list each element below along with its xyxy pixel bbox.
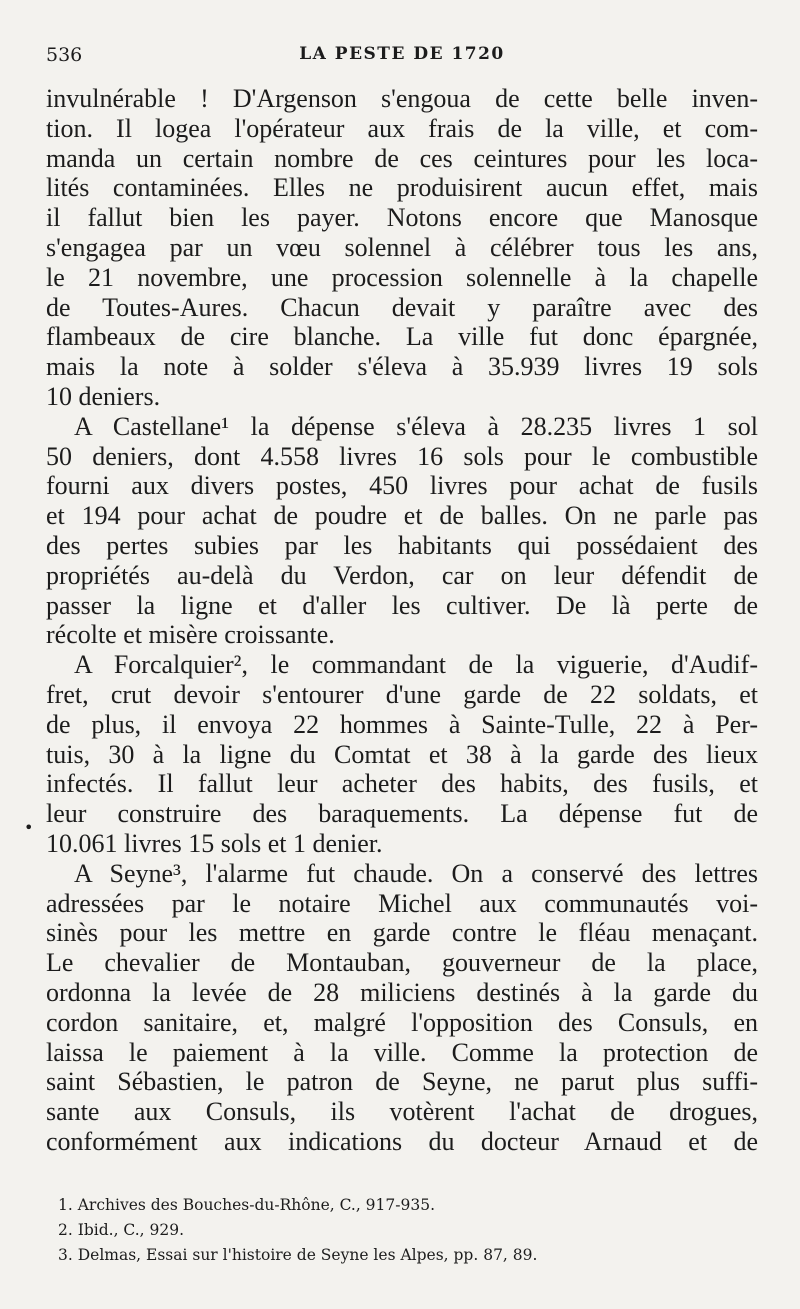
text-line: s'engagea par un vœu solennel à célébrer tous les ans, <box>46 232 758 262</box>
body-text <box>46 84 758 1157</box>
text-line: tuis, 30 à la ligne du Comtat et 38 à la garde des lieux <box>46 739 758 769</box>
text-line: infectés. Il fallut leur acheter des habits, des fusils, et <box>46 769 758 799</box>
text-line: propriétés au-delà du Verdon, car on leur défendit de <box>46 560 758 590</box>
text-line: de plus, il envoya 22 hommes à Sainte-Tulle, 22 à Per- <box>46 709 758 739</box>
text-line: fret, crut devoir s'entourer d'une garde de 22 soldats, et <box>46 679 758 709</box>
text-line: saint Sébastien, le patron de Seyne, ne parut plus suffi- <box>46 1067 758 1097</box>
text-line: invulnérable ! D'Argenson s'engoua de cette belle inven- <box>46 84 758 113</box>
footnote-text: Archives des Bouches-du-Rhône, C., 917-935. <box>77 1196 436 1214</box>
page-header <box>46 40 758 70</box>
text-line: conformément aux indications du docteur Arnaud et de <box>46 1126 758 1156</box>
footnote-text: Ibid., C., 929. <box>77 1221 185 1239</box>
text-line: A Forcalquier², le commandant de la viguerie, d'Audif- <box>74 650 758 680</box>
text-line: de Toutes-Aures. Chacun devait y paraître avec des <box>46 292 758 322</box>
text-line: 10 deniers. <box>46 381 161 411</box>
text-line: sante aux Consuls, ils votèrent l'achat de drogues, <box>46 1097 758 1127</box>
text-line: 10.061 livres 15 sols et 1 denier. <box>46 828 383 858</box>
text-line: A Seyne³, l'alarme fut chaude. On a conservé des lettres <box>74 858 758 888</box>
page-number: 536 <box>46 44 83 66</box>
text-line: 50 deniers, dont 4.558 livres 16 sols pour le combustible <box>46 441 758 471</box>
text-line: mais la note à solder s'éleva à 35.939 livres 19 sols <box>46 352 758 382</box>
text-line: fourni aux divers postes, 450 livres pour achat de fusils <box>46 471 758 501</box>
text-line: manda un certain nombre de ces ceintures pour les loca- <box>46 143 758 173</box>
running-title: LA PESTE DE 1720 <box>299 44 505 64</box>
text-line: tion. Il logea l'opérateur aux frais de la ville, et com- <box>46 113 758 143</box>
text-line: des pertes subies par les habitants qui possédaient des <box>46 530 758 560</box>
text-line: sinès pour les mettre en garde contre le fléau menaçant. <box>46 918 758 948</box>
text-line: le 21 novembre, une procession solennelle à la chapelle <box>46 262 758 292</box>
footnotes <box>58 1193 758 1268</box>
footnote-number: 3. <box>58 1246 78 1264</box>
text-line: et 194 pour achat de poudre et de balles. On ne parle pas <box>46 501 758 531</box>
text-line: flambeaux de cire blanche. La ville fut donc épargnée, <box>46 322 758 352</box>
footnote <box>58 1218 758 1243</box>
text-line: ordonna la levée de 28 miliciens destinés à la garde du <box>46 977 758 1007</box>
text-line: lités contaminées. Elles ne produisirent aucun effet, mais <box>46 173 758 203</box>
text-line: Le chevalier de Montauban, gouverneur de la place, <box>46 948 758 978</box>
text-line: laissa le paiement à la ville. Comme la protection de <box>46 1037 758 1067</box>
footnote <box>58 1243 758 1268</box>
text-line: il fallut bien les payer. Notons encore que Manosque <box>46 203 758 233</box>
footnote-number: 2. <box>58 1221 78 1239</box>
margin-mark: • <box>24 818 34 837</box>
footnote-number: 1. <box>58 1196 78 1214</box>
footnote <box>58 1193 758 1218</box>
text-line: passer la ligne et d'aller les cultiver. De là perte de <box>46 590 758 620</box>
footnote-text: Delmas, Essai sur l'histoire de Seyne les Alpes, pp. 87, 89. <box>77 1246 538 1264</box>
text-line: A Castellane¹ la dépense s'éleva à 28.235 livres 1 sol <box>74 411 758 441</box>
text-line: récolte et misère croissante. <box>46 620 335 650</box>
text-line: cordon sanitaire, et, malgré l'opposition des Consuls, en <box>46 1007 758 1037</box>
text-line: adressées par le notaire Michel aux communautés voi- <box>46 888 758 918</box>
text-line: leur construire des baraquements. La dépense fut de <box>46 799 758 829</box>
